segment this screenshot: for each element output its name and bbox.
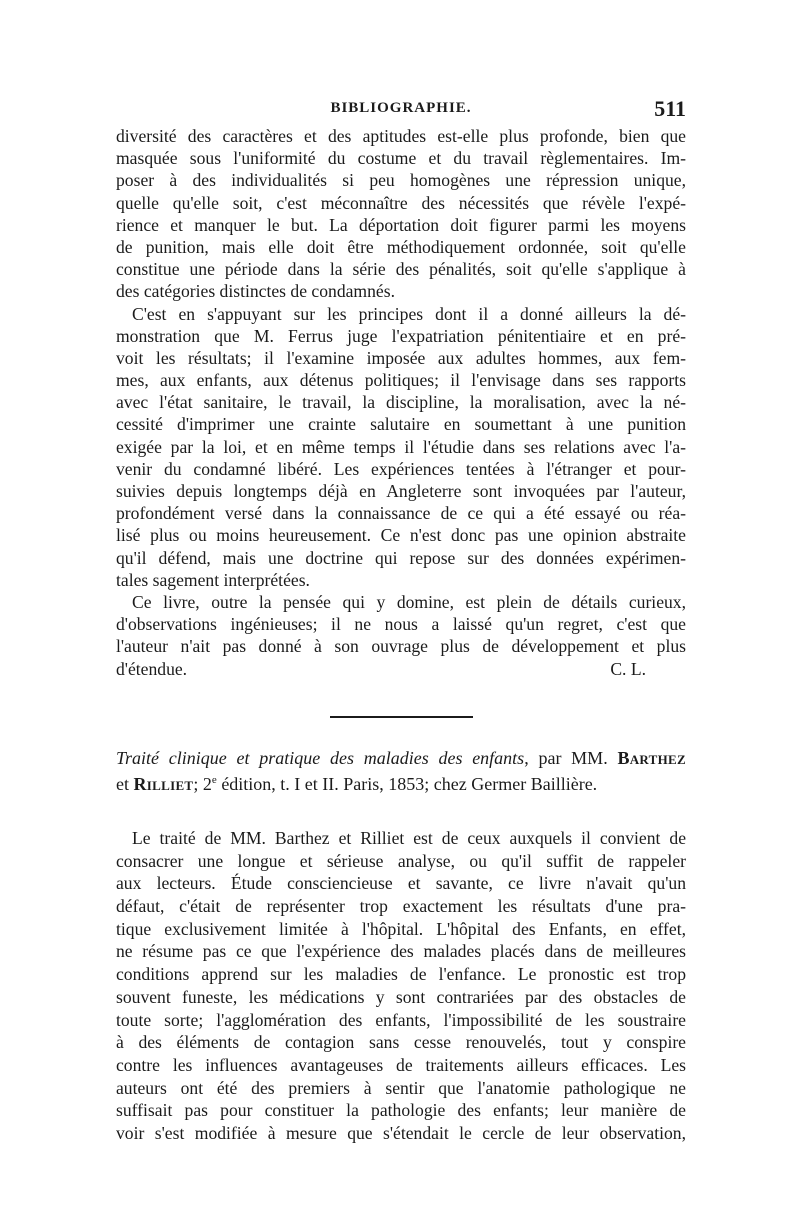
signature: C. L. [610,658,646,679]
text-line: tique exclusivement limitée à l'hôpital. L'hôpital des Enfants, en effet, [116,918,686,939]
text-line: suffisait pas pour constituer la pathologie des enfants; leur manière de [116,1100,686,1121]
text-line: poser à des individualités si peu homogènes une répression unique, [116,170,686,191]
text-line: toute sorte; l'agglomération des enfants, l'impossibilité de les soustraire [116,1009,686,1030]
text-line: voir s'est modifiée à mesure que s'étendait le cercle de leur observation, [116,1122,686,1143]
text-line: des catégories distinctes de condamnés. [116,281,395,302]
heading-line-1 [116,747,686,769]
text-line: mes, aux enfants, aux détenus politiques; il l'envisage dans ses rapports [116,370,686,391]
text-line: suivies depuis longtemps déjà en Angleterre sont invoquées par l'auteur, [116,481,686,501]
text-line: lisé plus ou moins heureusement. Ce n'est donc pas une opinion abstraite [116,525,686,546]
text-line: voit les résultats; il l'examine imposée aux adultes hommes, aux fem- [116,347,686,368]
text-line: quelle qu'elle soit, c'est méconnaître des nécessités que révèle l'expé- [116,192,686,213]
text-line: aux lecteurs. Étude consciencieuse et savante, ce livre n'avait qu'un [116,873,686,894]
text-line: contre les influences avantageuses de traitements ailleurs efficaces. Les [116,1054,686,1075]
text-line: venir du condamné libéré. Les expériences tentées à l'étranger et pour- [116,458,686,479]
heading-and: et [116,774,134,795]
text-line: ne résume pas ce que l'expérience des malades placés dans de meilleures [116,941,686,962]
text-line: à des éléments de contagion sans cesse renouvelés, tout y conspire [116,1032,686,1053]
text-line: Le traité de MM. Barthez et Rilliet est de ceux auxquels il convient de [132,828,686,848]
text-line: masquée sous l'uniformité du costume et du travail règlementaires. Im- [116,148,686,169]
heading-line-2 [116,769,686,795]
text-line: l'auteur n'ait pas donné à son ouvrage plus de développement et plus [116,636,686,657]
author-rilliet: Rilliet [133,774,194,795]
text-line: qu'il défend, mais une doctrine qui repose sur des données expérimen- [116,547,686,568]
book-title: Traité clinique et pratique des maladies des enfants [116,748,525,768]
page-number: 511 [654,96,686,121]
text-line: tales sagement interprétées. [116,569,310,590]
running-head-title: BIBLIOGRAPHIE. [330,100,472,116]
text-line: rience et manquer le but. La déportation doit figurer parmi les moyens [116,214,686,235]
text-line: monstration que M. Ferrus juge l'expatriation pénitentiaire et en pré- [116,325,686,346]
text-line: auteurs ont été des premiers à sentir que l'anatomie pathologique ne [116,1077,686,1098]
text-line: consacrer une longue et sérieuse analyse, ou qu'il suffit de rappeler [116,850,686,871]
section-divider [330,716,473,718]
review-ferrus [116,125,686,680]
text-line: diversité des caractères et des aptitudes est-elle plus profonde, bien que [116,126,686,146]
heading-by: , par MM. [524,748,618,768]
text-line: souvent funeste, les médications y sont contrariées par des obstacles de [116,986,686,1007]
text-line: Ce livre, outre la pensée qui y domine, est plein de détails curieux, [132,591,686,612]
text-line: d'observations ingénieuses; il ne nous a laissé qu'un regret, c'est que [116,614,686,635]
review-barthez-rilliet [116,827,686,1145]
edition-details: édition, t. I et II. Paris, 1853; chez Germer Baillière. [216,774,598,795]
text-line: avec l'état sanitaire, le travail, la discipline, la moralisation, avec la né- [116,392,686,413]
text-line: profondément versé dans la connaissance de ce qui a été essayé ou réa- [116,503,686,524]
text-line: C'est en s'appuyant sur les principes dont il a donné ailleurs la dé- [132,303,686,324]
text-line: cessité d'imprimer une crainte salutaire en soumettant à une punition [116,414,686,435]
author-barthez: Barthez [617,748,686,768]
text-line: exigée par la loi, et en même temps il l'étudie dans ses relations avec l'a- [116,436,686,457]
review-heading [116,747,686,795]
final-text: d'étendue. [116,658,188,679]
text-line: constitue une période dans la série des pénalités, soit qu'elle s'applique à [116,259,686,280]
closing-line [116,658,686,680]
text-line: conditions apprend sur les maladies de l'enfance. Le pronostic est trop [116,964,686,985]
text-line: de punition, mais elle doit être méthodiquement ordonnée, soit qu'elle [116,236,686,257]
running-head [116,96,686,122]
edition-sup: e [211,774,217,787]
edition-pre: ; 2 [193,774,212,795]
text-line: défaut, c'était de représenter trop exactement les résultats d'une pra- [116,896,686,917]
